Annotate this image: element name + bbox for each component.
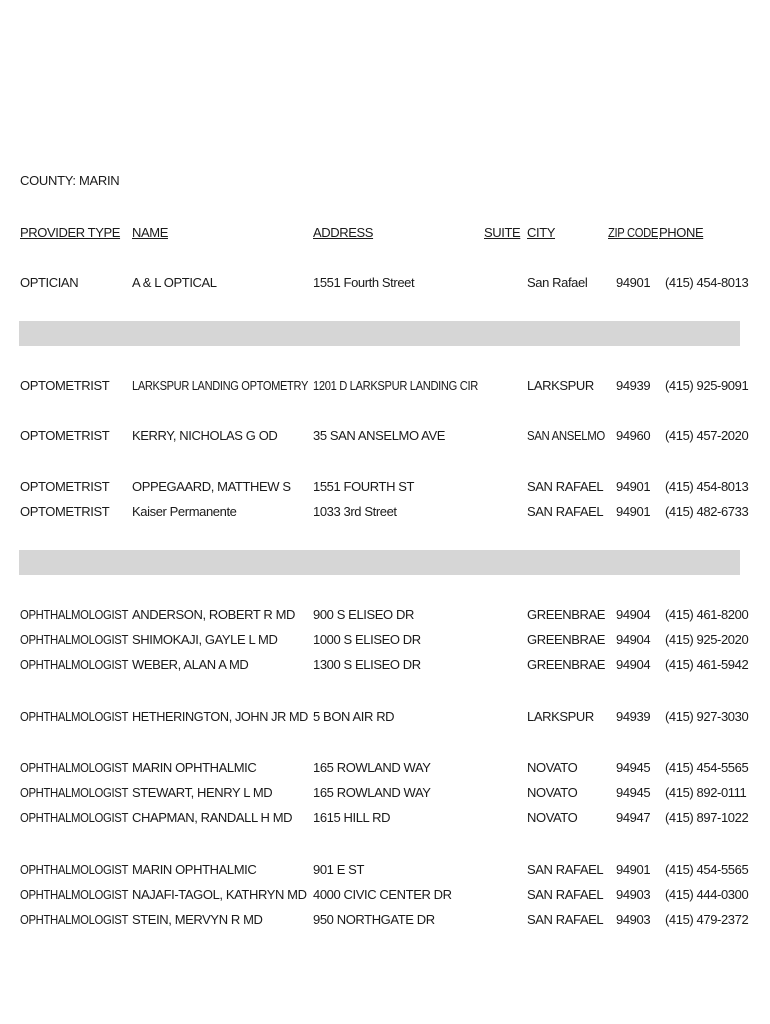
city-cell: SAN RAFAEL: [527, 479, 604, 494]
provider-type-cell: OPHTHALMOLOGIST: [20, 657, 129, 672]
table-header: [0, 225, 770, 245]
provider-type-cell: OPHTHALMOLOGIST: [20, 912, 129, 927]
zip-code-cell: 94904: [616, 632, 651, 647]
city-cell: SAN RAFAEL: [527, 504, 604, 519]
provider-type-cell: OPHTHALMOLOGIST: [20, 760, 129, 775]
table-row: [0, 862, 770, 882]
table-row: [0, 479, 770, 499]
name-cell: MARIN OPHTHALMIC: [132, 760, 257, 775]
name-cell: WEBER, ALAN A MD: [132, 657, 249, 672]
provider-type-cell: OPTICIAN: [20, 275, 79, 290]
phone-cell: (415) 925-9091: [665, 378, 749, 393]
phone-cell: (415) 927-3030: [665, 709, 749, 724]
table-row: [0, 709, 770, 729]
name-cell: STEIN, MERVYN R MD: [132, 912, 263, 927]
phone-cell: (415) 457-2020: [665, 428, 749, 443]
address-cell: 1300 S ELISEO DR: [313, 657, 421, 672]
city-cell: NOVATO: [527, 785, 578, 800]
header-suite: SUITE: [484, 225, 521, 240]
city-cell: GREENBRAE: [527, 657, 606, 672]
provider-type-cell: OPHTHALMOLOGIST: [20, 607, 129, 622]
city-cell: LARKSPUR: [527, 378, 594, 393]
address-cell: 5 BON AIR RD: [313, 709, 395, 724]
provider-type-cell: OPTOMETRIST: [20, 378, 110, 393]
phone-cell: (415) 482-6733: [665, 504, 749, 519]
phone-cell: (415) 454-8013: [665, 275, 749, 290]
address-cell: 1000 S ELISEO DR: [313, 632, 421, 647]
zip-code-cell: 94901: [616, 862, 651, 877]
phone-cell: (415) 479-2372: [665, 912, 749, 927]
phone-cell: (415) 897-1022: [665, 810, 749, 825]
table-row: [0, 912, 770, 932]
name-cell: SHIMOKAJI, GAYLE L MD: [132, 632, 278, 647]
address-cell: 1201 D LARKSPUR LANDING CIR: [313, 378, 478, 393]
table-row: [0, 378, 770, 398]
zip-code-cell: 94947: [616, 810, 651, 825]
name-cell: Kaiser Permanente: [132, 504, 237, 519]
zip-code-cell: 94945: [616, 785, 651, 800]
table-row: [0, 632, 770, 652]
provider-type-cell: OPHTHALMOLOGIST: [20, 785, 129, 800]
name-cell: LARKSPUR LANDING OPTOMETRY: [132, 378, 308, 393]
phone-cell: (415) 454-5565: [665, 862, 749, 877]
city-cell: GREENBRAE: [527, 607, 606, 622]
table-row: [0, 887, 770, 907]
table-row: [0, 657, 770, 677]
city-cell: San Rafael: [527, 275, 588, 290]
phone-cell: (415) 454-5565: [665, 760, 749, 775]
city-cell: NOVATO: [527, 760, 578, 775]
address-cell: 4000 CIVIC CENTER DR: [313, 887, 452, 902]
name-cell: STEWART, HENRY L MD: [132, 785, 273, 800]
header-zip-code: ZIP CODE: [608, 225, 659, 240]
name-cell: HETHERINGTON, JOHN JR MD: [132, 709, 308, 724]
city-cell: SAN RAFAEL: [527, 912, 604, 927]
provider-type-cell: OPHTHALMOLOGIST: [20, 632, 129, 647]
table-row: [0, 504, 770, 524]
city-cell: SAN RAFAEL: [527, 862, 604, 877]
name-cell: MARIN OPHTHALMIC: [132, 862, 257, 877]
header-phone: PHONE: [659, 225, 704, 240]
city-cell: LARKSPUR: [527, 709, 594, 724]
zip-code-cell: 94960: [616, 428, 651, 443]
zip-code-cell: 94904: [616, 657, 651, 672]
provider-type-cell: OPTOMETRIST: [20, 504, 110, 519]
name-cell: OPPEGAARD, MATTHEW S: [132, 479, 291, 494]
phone-cell: (415) 892-0111: [665, 785, 747, 800]
header-provider-type: PROVIDER TYPE: [20, 225, 121, 240]
provider-type-cell: OPHTHALMOLOGIST: [20, 887, 129, 902]
address-cell: 900 S ELISEO DR: [313, 607, 414, 622]
address-cell: 1551 Fourth Street: [313, 275, 415, 290]
address-cell: 1615 HILL RD: [313, 810, 391, 825]
name-cell: ANDERSON, ROBERT R MD: [132, 607, 296, 622]
provider-type-cell: OPTOMETRIST: [20, 428, 110, 443]
phone-cell: (415) 444-0300: [665, 887, 749, 902]
zip-code-cell: 94903: [616, 887, 651, 902]
zip-code-cell: 94901: [616, 275, 651, 290]
city-cell: SAN RAFAEL: [527, 887, 604, 902]
phone-cell: (415) 461-5942: [665, 657, 749, 672]
zip-code-cell: 94903: [616, 912, 651, 927]
phone-cell: (415) 925-2020: [665, 632, 749, 647]
address-cell: 35 SAN ANSELMO AVE: [313, 428, 446, 443]
address-cell: 950 NORTHGATE DR: [313, 912, 435, 927]
name-cell: CHAPMAN, RANDALL H MD: [132, 810, 293, 825]
address-cell: 165 ROWLAND WAY: [313, 785, 431, 800]
address-cell: 165 ROWLAND WAY: [313, 760, 431, 775]
table-row: [0, 275, 770, 295]
name-cell: A & L OPTICAL: [132, 275, 217, 290]
section-divider: [19, 550, 740, 575]
table-row: [0, 785, 770, 805]
address-cell: 901 E ST: [313, 862, 364, 877]
address-cell: 1033 3rd Street: [313, 504, 397, 519]
provider-type-cell: OPTOMETRIST: [20, 479, 110, 494]
table-row: [0, 428, 770, 448]
zip-code-cell: 94945: [616, 760, 651, 775]
zip-code-cell: 94901: [616, 504, 651, 519]
phone-cell: (415) 461-8200: [665, 607, 749, 622]
city-cell: SAN ANSELMO: [527, 428, 605, 443]
header-name: NAME: [132, 225, 168, 240]
table-row: [0, 810, 770, 830]
name-cell: KERRY, NICHOLAS G OD: [132, 428, 278, 443]
section-divider: [19, 321, 740, 346]
provider-type-cell: OPHTHALMOLOGIST: [20, 862, 129, 877]
zip-code-cell: 94901: [616, 479, 651, 494]
address-cell: 1551 FOURTH ST: [313, 479, 415, 494]
zip-code-cell: 94904: [616, 607, 651, 622]
provider-type-cell: OPHTHALMOLOGIST: [20, 709, 129, 724]
provider-type-cell: OPHTHALMOLOGIST: [20, 810, 129, 825]
city-cell: NOVATO: [527, 810, 578, 825]
phone-cell: (415) 454-8013: [665, 479, 749, 494]
county-label: COUNTY: MARIN: [20, 173, 120, 188]
table-row: [0, 760, 770, 780]
name-cell: NAJAFI-TAGOL, KATHRYN MD: [132, 887, 307, 902]
header-city: CITY: [527, 225, 556, 240]
city-cell: GREENBRAE: [527, 632, 606, 647]
zip-code-cell: 94939: [616, 709, 651, 724]
zip-code-cell: 94939: [616, 378, 651, 393]
table-row: [0, 607, 770, 627]
header-address: ADDRESS: [313, 225, 374, 240]
